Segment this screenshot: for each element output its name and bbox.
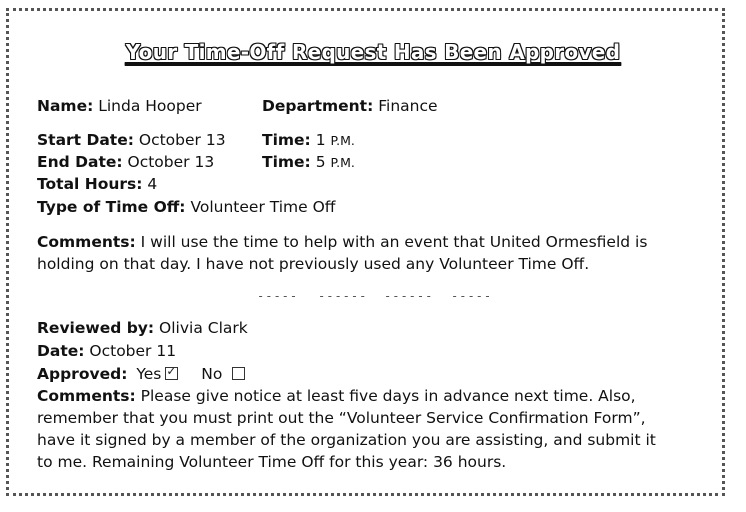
approved-no-label: No — [201, 365, 223, 383]
type-field — [37, 197, 335, 217]
review-date-value: October 11 — [89, 342, 177, 360]
approved-yes-checkbox[interactable] — [165, 367, 178, 380]
request-comments-label: Comments: — [37, 233, 136, 251]
approved-label: Approved: — [37, 365, 128, 383]
notice-title: Your Time-Off Request Has Been Approved — [125, 40, 621, 64]
review-date-field — [37, 341, 176, 361]
approved-yes-label: Yes — [136, 365, 162, 383]
start-date-field — [37, 130, 226, 150]
type-value: Volunteer Time Off — [190, 198, 336, 216]
review-comments — [37, 385, 697, 473]
start-time-field — [262, 130, 355, 151]
end-date-field — [37, 152, 214, 172]
start-time-label: Time: — [262, 131, 311, 149]
start-date-value: October 13 — [138, 131, 226, 149]
request-comments — [37, 231, 697, 275]
end-time-suffix: P.M. — [330, 155, 355, 170]
reviewed-by-value: Olivia Clark — [159, 319, 248, 337]
start-date-label: Start Date: — [37, 131, 134, 149]
department-value: Finance — [378, 97, 438, 115]
review-comments-label: Comments: — [37, 387, 136, 405]
name-field — [37, 96, 202, 116]
total-hours-value: 4 — [147, 175, 158, 193]
start-time-suffix: P.M. — [330, 133, 355, 148]
review-comments-line-2: remember that you must print out the “Volunteer Service Confirmation Form”, — [37, 409, 646, 427]
name-value: Linda Hooper — [98, 97, 202, 115]
review-comments-line-3: have it signed by a member of the organization you are assisting, and submit it — [37, 431, 656, 449]
reviewed-by-field — [37, 318, 248, 338]
separator-dash-3: ------ — [384, 289, 434, 303]
end-date-value: October 13 — [127, 153, 215, 171]
name-label: Name: — [37, 97, 94, 115]
reviewed-by-label: Reviewed by: — [37, 319, 155, 337]
end-date-label: End Date: — [37, 153, 123, 171]
end-time-label: Time: — [262, 153, 311, 171]
review-date-label: Date: — [37, 342, 85, 360]
separator-dash-1: ----- — [257, 289, 299, 303]
type-label: Type of Time Off: — [37, 198, 186, 216]
approved-no-checkbox[interactable] — [232, 367, 245, 380]
department-label: Department: — [262, 97, 374, 115]
department-field — [262, 96, 438, 116]
request-comments-line-2: holding on that day. I have not previously used any Volunteer Time Off. — [37, 255, 590, 273]
review-comments-line-1: Comments: Please give notice at least five days in advance next time. Also, — [37, 387, 636, 405]
separator-dash-4: ----- — [451, 289, 493, 303]
end-time-value: 5 — [315, 153, 326, 171]
start-time-value: 1 — [315, 131, 326, 149]
request-comments-line-1: Comments: I will use the time to help with an event that United Ormesfield is — [37, 233, 648, 251]
total-hours-label: Total Hours: — [37, 175, 143, 193]
total-hours-field — [37, 174, 157, 194]
review-comments-line-4: to me. Remaining Volunteer Time Off for this year: 36 hours. — [37, 453, 507, 471]
end-time-field — [262, 152, 355, 173]
approved-field — [37, 364, 245, 384]
separator-dash-2: ------ — [318, 289, 368, 303]
